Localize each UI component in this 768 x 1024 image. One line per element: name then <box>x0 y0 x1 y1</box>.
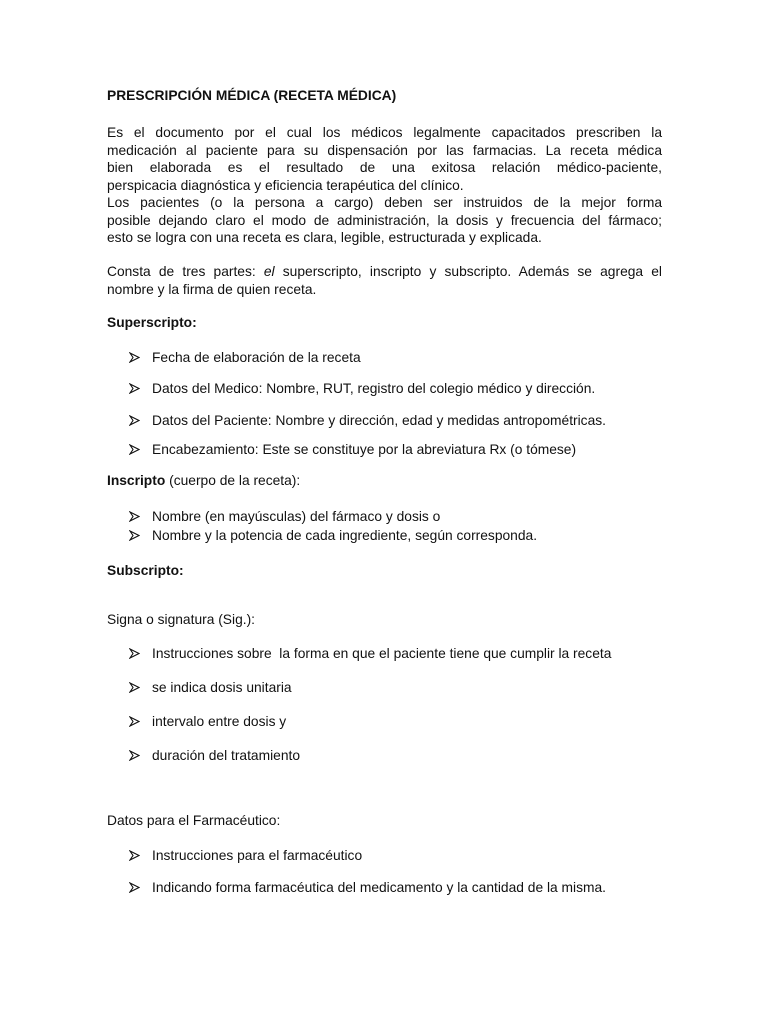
arrow-bullet-icon <box>129 381 152 396</box>
list-item-text: Nombre (en mayúsculas) del fármaco y dosis o <box>152 509 441 524</box>
list-item <box>129 528 537 543</box>
paragraph-line: perspicacia diagnóstica y eficiencia terapéutica del clínico. <box>107 177 464 193</box>
list-item-text: Fecha de elaboración de la receta <box>152 350 361 365</box>
arrow-bullet-icon <box>129 748 152 763</box>
list-item-text: Indicando forma farmacéutica del medicamento y la cantidad de la misma. <box>152 880 606 895</box>
document-title: PRESCRIPCIÓN MÉDICA (RECETA MÉDICA) <box>107 88 397 103</box>
arrow-bullet-icon <box>129 442 152 457</box>
list-item <box>129 880 606 895</box>
parts-paragraph <box>107 263 662 298</box>
heading-subtext: (cuerpo de la receta): <box>165 473 301 488</box>
text-run: Consta de tres partes: <box>107 264 264 279</box>
paragraph-line: nombre y la firma de quien receta. <box>107 281 317 297</box>
paragraph-line: Los pacientes (o la persona a cargo) deben ser instruidos de la mejor forma <box>107 195 662 210</box>
arrow-bullet-icon <box>129 680 152 695</box>
arrow-bullet-icon <box>129 646 152 661</box>
list-item-text: Instrucciones para el farmacéutico <box>152 848 363 863</box>
list-item <box>129 680 292 695</box>
arrow-bullet-icon <box>129 509 152 524</box>
list-item <box>129 413 606 428</box>
paragraph-line: Es el documento por el cual los médicos legalmente capacitados prescriben la <box>107 125 662 140</box>
list-item <box>129 714 286 729</box>
text-run: superscripto, inscripto y subscripto. Además se agrega el <box>274 264 662 279</box>
list-item <box>129 748 300 763</box>
list-item-text: Nombre y la potencia de cada ingrediente, según corresponda. <box>152 528 538 543</box>
list-item-text: Datos del Paciente: Nombre y dirección, edad y medidas antropométricas. <box>152 413 606 428</box>
list-item <box>129 381 595 396</box>
list-item-text: duración del tratamiento <box>152 748 301 763</box>
arrow-bullet-icon <box>129 350 152 365</box>
section-heading-superscripto <box>107 315 197 330</box>
list-item-text: intervalo entre dosis y <box>152 714 287 729</box>
heading-text: Subscripto: <box>107 563 184 578</box>
arrow-bullet-icon <box>129 413 152 428</box>
list-item-text: Datos del Medico: Nombre, RUT, registro del colegio médico y dirección. <box>152 381 596 396</box>
list-item <box>129 442 576 457</box>
list-item <box>129 350 361 365</box>
arrow-bullet-icon <box>129 880 152 895</box>
arrow-bullet-icon <box>129 848 152 863</box>
list-item <box>129 646 611 661</box>
section-heading-signa: Signa o signatura (Sig.): <box>107 612 256 627</box>
arrow-bullet-icon <box>129 714 152 729</box>
intro-paragraph <box>107 124 662 247</box>
paragraph-line <box>107 263 662 281</box>
section-heading-farmaceutico: Datos para el Farmacéutico: <box>107 813 281 828</box>
paragraph-line: bien elaborada es el resultado de una exitosa relación médico-paciente, <box>107 160 662 175</box>
list-item <box>129 848 362 863</box>
arrow-bullet-icon <box>129 528 152 543</box>
heading-text: Superscripto: <box>107 315 197 330</box>
heading-text: Inscripto <box>107 473 166 488</box>
section-heading-inscripto <box>107 473 300 488</box>
list-item <box>129 509 440 524</box>
paragraph-line: posible dejando claro el modo de administración, la dosis y frecuencia del fármaco; <box>107 212 662 228</box>
paragraph-line: esto se logra con una receta es clara, legible, estructurada y explicada. <box>107 230 542 245</box>
list-item-text: se indica dosis unitaria <box>152 680 292 695</box>
section-heading-subscripto <box>107 563 184 578</box>
paragraph-line: medicación al paciente para su dispensación por las farmacias. La receta médica <box>107 142 662 158</box>
italic-text: el <box>263 264 275 279</box>
list-item-text: Encabezamiento: Este se constituye por la abreviatura Rx (o tómese) <box>152 442 577 457</box>
list-item-text: Instrucciones sobre la forma en que el paciente tiene que cumplir la receta <box>152 646 612 661</box>
